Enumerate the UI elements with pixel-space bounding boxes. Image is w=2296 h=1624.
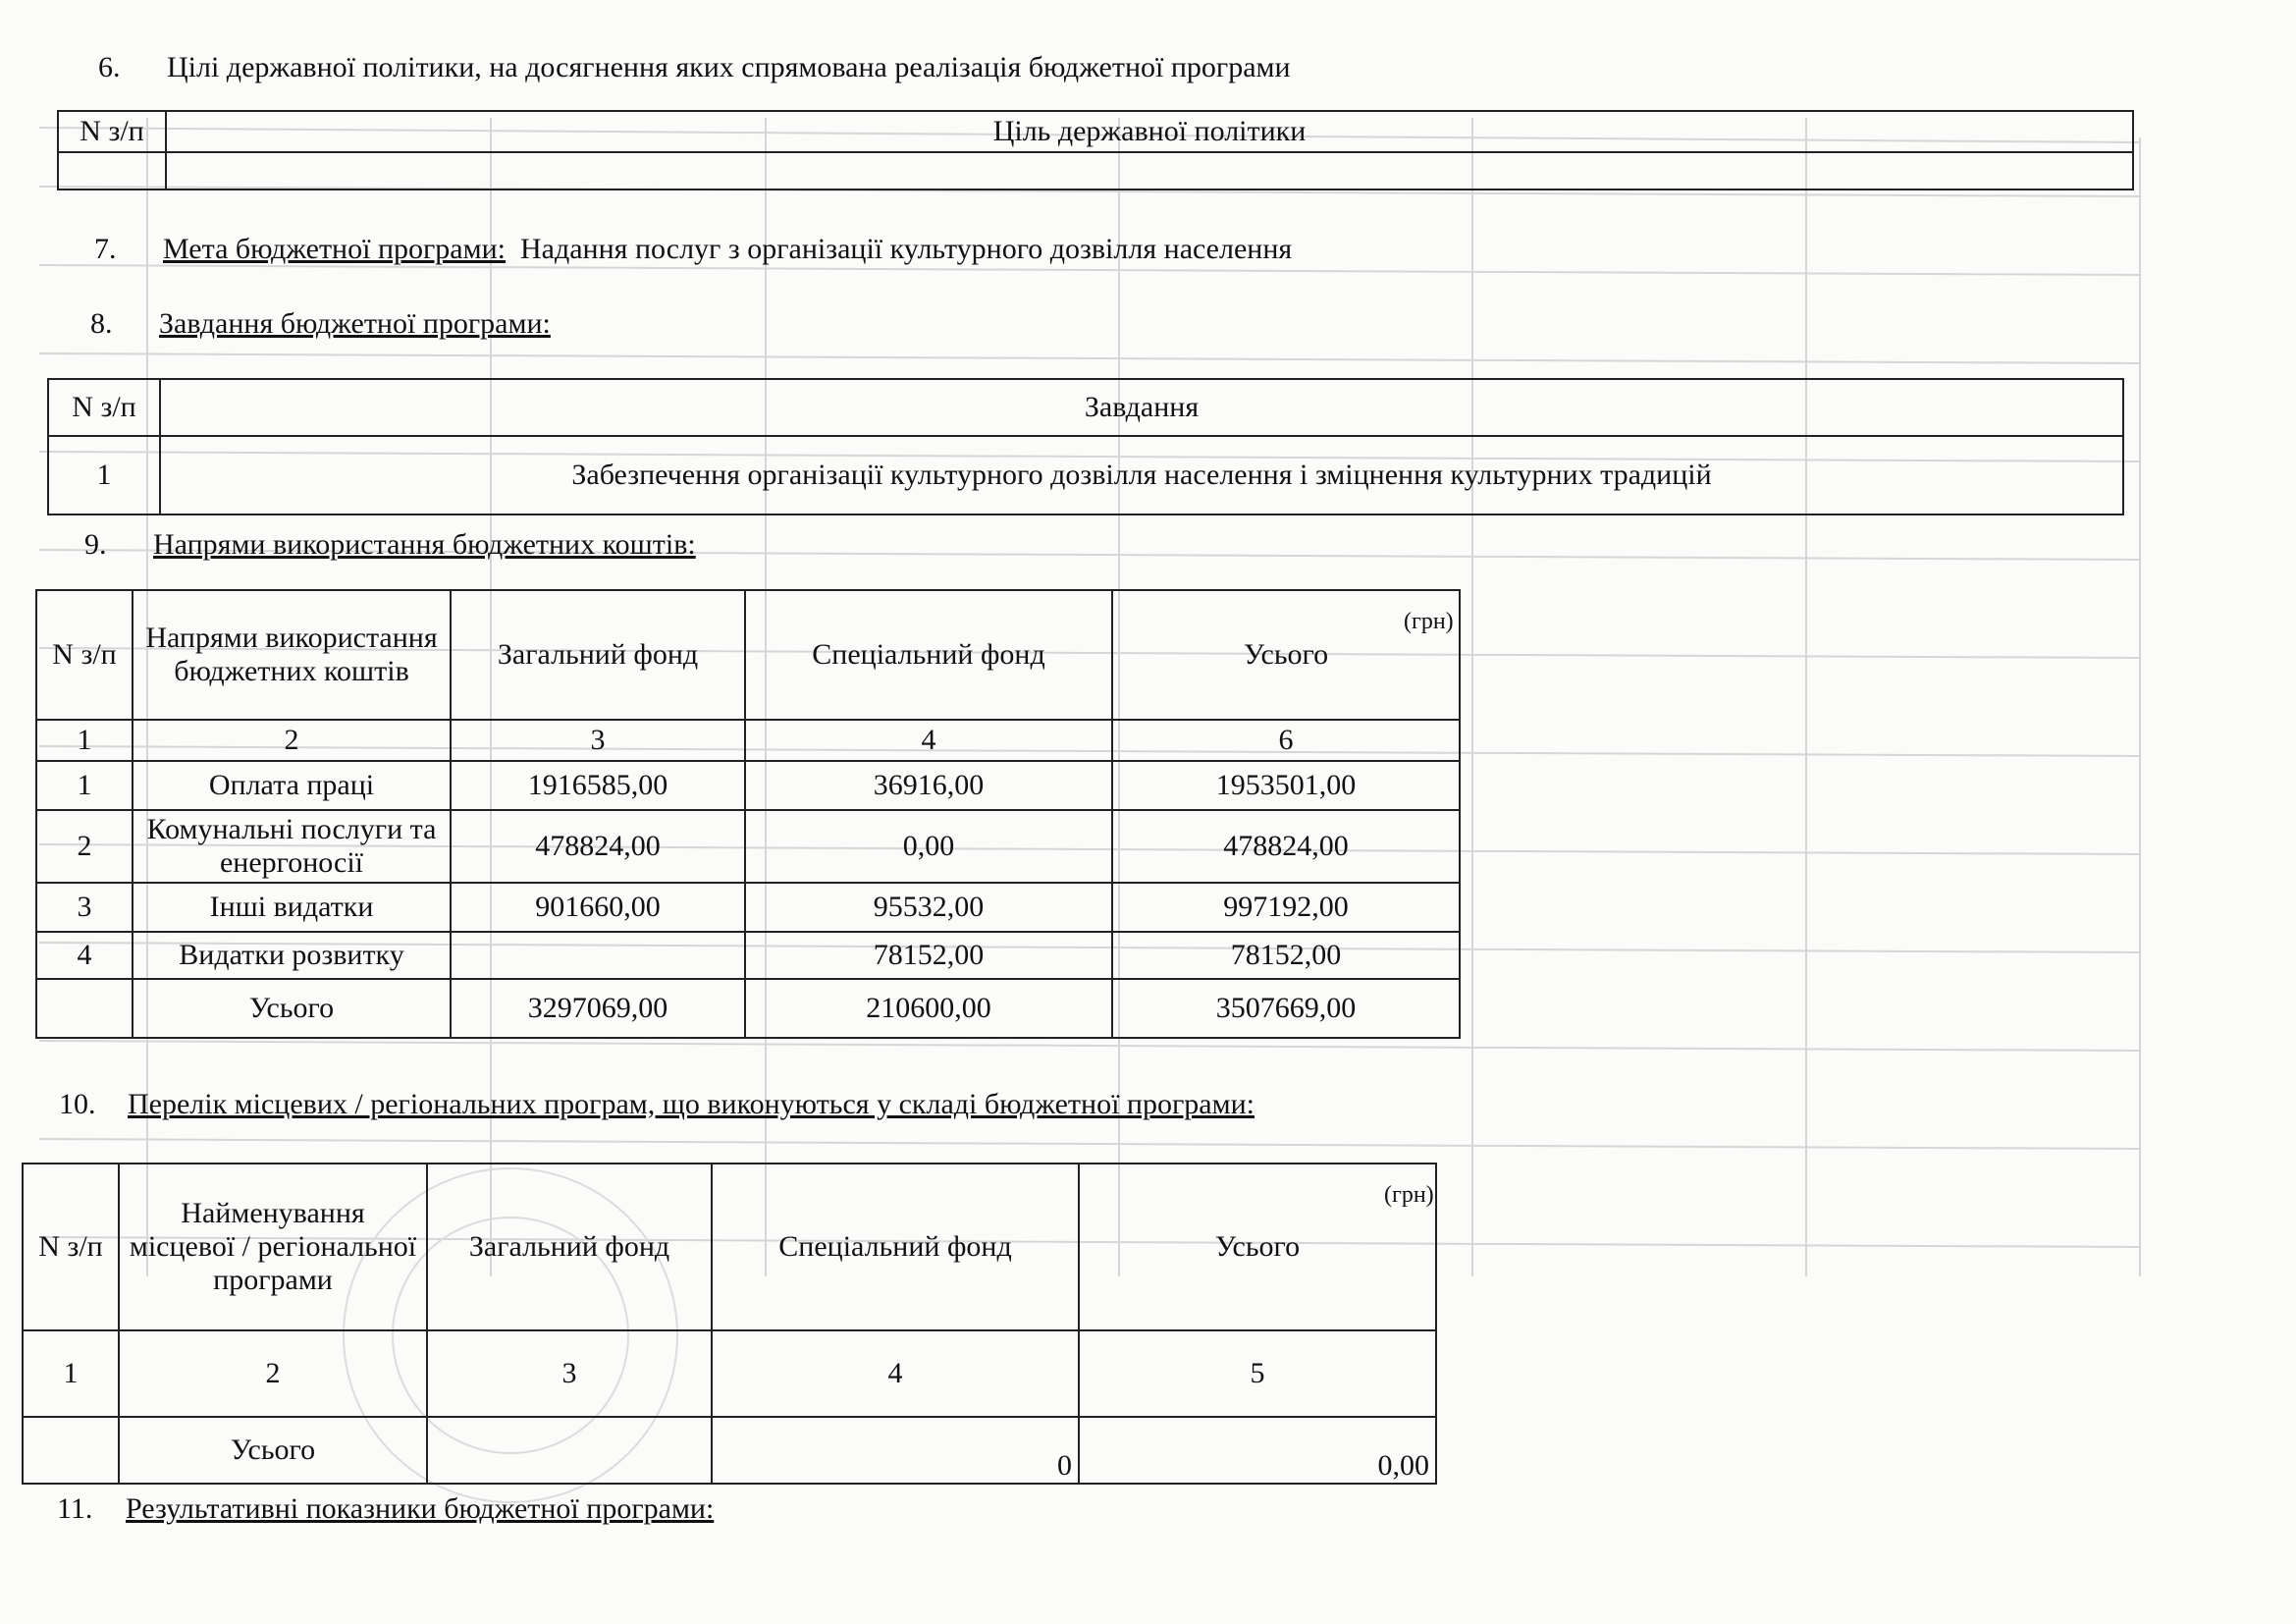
- grand-total: 0,00: [1079, 1417, 1436, 1484]
- policy-goals-table: [57, 110, 2134, 190]
- column-number: 1: [23, 1330, 119, 1417]
- section-number: 6.: [98, 51, 121, 83]
- column-number: 6: [1112, 720, 1460, 761]
- header-cell: Завдання: [160, 379, 2123, 436]
- column-number: 2: [119, 1330, 427, 1417]
- column-number: 1: [36, 720, 133, 761]
- general-fund: [451, 932, 745, 979]
- special-fund-total: 210600,00: [745, 979, 1112, 1038]
- direction-name: Видатки розвитку: [133, 932, 451, 979]
- column-number: 3: [451, 720, 745, 761]
- header-cell: N з/п: [23, 1164, 119, 1330]
- table-row: [36, 810, 1460, 883]
- total-label: Усього: [119, 1417, 427, 1484]
- table-row: [36, 883, 1460, 932]
- total-row: [36, 979, 1460, 1038]
- header-cell: Спеціальний фонд: [745, 590, 1112, 720]
- section-number: 9.: [84, 528, 107, 561]
- table-cell: [36, 979, 133, 1038]
- header-cell: Спеціальний фонд: [712, 1164, 1079, 1330]
- table-row: [48, 436, 2123, 514]
- grand-total: 3507669,00: [1112, 979, 1460, 1038]
- general-fund: 1916585,00: [451, 761, 745, 810]
- header-cell: Загальний фонд: [451, 590, 745, 720]
- section-title: Завдання бюджетної програми:: [159, 307, 551, 340]
- special-fund-total: 0: [712, 1417, 1079, 1484]
- total-row: [23, 1417, 1436, 1484]
- column-number: 4: [712, 1330, 1079, 1417]
- row-number: 1: [36, 761, 133, 810]
- general-fund-total: 3297069,00: [451, 979, 745, 1038]
- section-label: Мета бюджетної програми:: [163, 233, 506, 265]
- section-title: Напрями використання бюджетних коштів:: [153, 528, 696, 561]
- direction-name: Оплата праці: [133, 761, 451, 810]
- header-cell: N з/п: [48, 379, 160, 436]
- row-number: 4: [36, 932, 133, 979]
- table-cell: [58, 152, 166, 189]
- total-amount: 997192,00: [1112, 883, 1460, 932]
- direction-name: Комунальні послуги та енергоносії: [133, 810, 451, 883]
- column-number: 2: [133, 720, 451, 761]
- section-title: Перелік місцевих / регіональних програм, що виконуються у складі бюджетної програми:: [128, 1088, 1255, 1120]
- row-number: 1: [48, 436, 160, 514]
- program-tasks-table: [47, 378, 2124, 515]
- currency-unit: (грн): [1384, 1182, 1434, 1208]
- section-7-heading: [94, 233, 1292, 266]
- general-fund: 478824,00: [451, 810, 745, 883]
- section-title: Результативні показники бюджетної програми:: [126, 1492, 715, 1525]
- section-number: 7.: [94, 233, 117, 265]
- column-number: 5: [1079, 1330, 1436, 1417]
- special-fund: 36916,00: [745, 761, 1112, 810]
- header-cell: Загальний фонд: [427, 1164, 712, 1330]
- header-cell: Усього: [1079, 1164, 1436, 1330]
- section-number: 10.: [59, 1088, 96, 1120]
- section-number: 8.: [90, 307, 113, 340]
- section-number: 11.: [57, 1492, 93, 1525]
- total-amount: 78152,00: [1112, 932, 1460, 979]
- header-cell: Найменування місцевої / регіональної програми: [119, 1164, 427, 1330]
- local-programs-table: [22, 1163, 1437, 1485]
- section-8-heading: [90, 307, 551, 341]
- special-fund: 0,00: [745, 810, 1112, 883]
- task-text: Забезпечення організації культурного дозвілля населення і зміцнення культурних традицій: [160, 436, 2123, 514]
- special-fund: 95532,00: [745, 883, 1112, 932]
- section-10-heading: [59, 1088, 1255, 1121]
- header-cell: Ціль державної політики: [166, 111, 2133, 152]
- row-number: 3: [36, 883, 133, 932]
- total-label: Усього: [133, 979, 451, 1038]
- header-cell: N з/п: [58, 111, 166, 152]
- header-cell: N з/п: [36, 590, 133, 720]
- general-fund-total: [427, 1417, 712, 1484]
- currency-unit: (грн): [1404, 609, 1454, 634]
- general-fund: 901660,00: [451, 883, 745, 932]
- table-cell: [23, 1417, 119, 1484]
- column-number: 4: [745, 720, 1112, 761]
- section-11-heading: [57, 1492, 714, 1526]
- column-number: 3: [427, 1330, 712, 1417]
- row-number: 2: [36, 810, 133, 883]
- table-cell: [166, 152, 2133, 189]
- total-amount: 478824,00: [1112, 810, 1460, 883]
- table-row: [36, 761, 1460, 810]
- budget-directions-table: [35, 589, 1461, 1039]
- section-9-heading: [84, 528, 696, 562]
- program-purpose-text: Надання послуг з організації культурного дозвілля населення: [520, 233, 1293, 265]
- table-row: [36, 932, 1460, 979]
- section-title: Цілі державної політики, на досягнення яких спрямована реалізація бюджетної програми: [167, 51, 1291, 83]
- direction-name: Інші видатки: [133, 883, 451, 932]
- special-fund: 78152,00: [745, 932, 1112, 979]
- section-6-heading: [98, 51, 1291, 84]
- total-amount: 1953501,00: [1112, 761, 1460, 810]
- header-cell: Усього: [1112, 590, 1460, 720]
- header-cell: Напрями використання бюджетних коштів: [133, 590, 451, 720]
